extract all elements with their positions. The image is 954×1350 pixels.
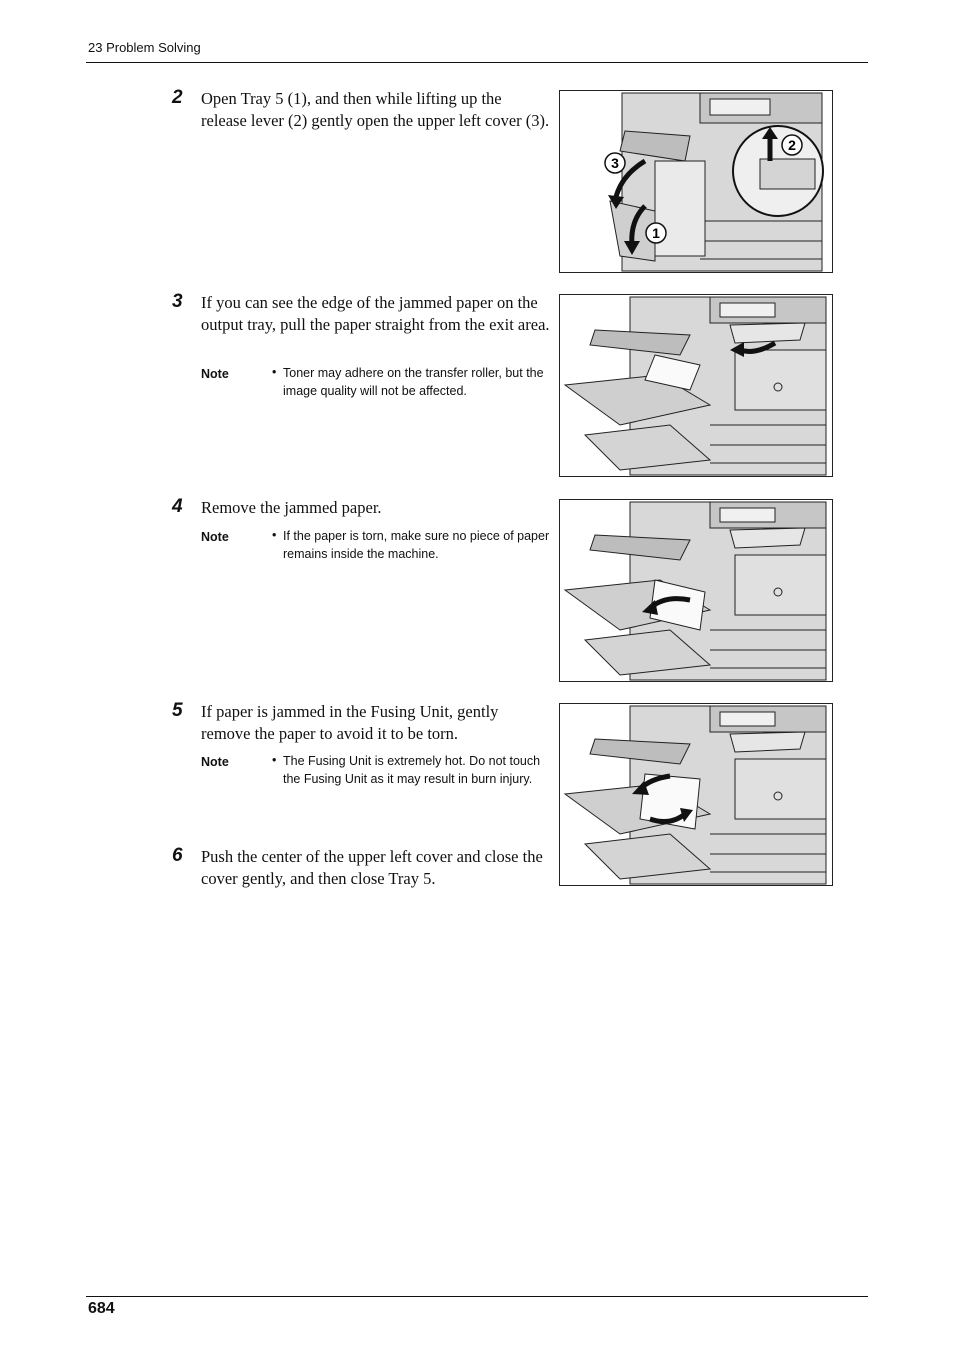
step-5-note-text: The Fusing Unit is extremely hot. Do not touch the Fusing Unit as it may result in burn injury. xyxy=(283,754,541,786)
printer-output-tray-illustration xyxy=(560,295,832,476)
callout-3: 3 xyxy=(611,155,619,171)
step-2-illustration xyxy=(559,90,833,273)
step-3-illustration xyxy=(559,294,833,477)
step-6-number: 6 xyxy=(172,845,183,866)
step-2-text: Open Tray 5 (1), and then while lifting up the release lever (2) gently open the upper left cover (3). xyxy=(201,89,550,130)
section-header: 23 Problem Solving xyxy=(88,40,201,55)
step-4-number: 4 xyxy=(172,496,183,517)
step-6-text: Push the center of the upper left cover and close the cover gently, and then close Tray 5. xyxy=(201,847,543,888)
step-3-number: 3 xyxy=(172,291,183,312)
step-4-text: Remove the jammed paper. xyxy=(201,498,382,517)
page-number: 684 xyxy=(88,1300,115,1317)
step-5-number: 5 xyxy=(172,700,183,721)
printer-open-tray5-illustration xyxy=(560,91,832,272)
step-4-illustration xyxy=(559,499,833,682)
step-2-number: 2 xyxy=(172,87,183,108)
header-rule xyxy=(86,62,868,63)
step-4-note-text: If the paper is torn, make sure no piece of paper remains inside the machine. xyxy=(283,529,550,561)
step-4-note-bullet: • xyxy=(272,528,277,542)
step-3-note-text: Toner may adhere on the transfer roller, but the image quality will not be affected. xyxy=(283,366,544,398)
footer-rule xyxy=(86,1296,868,1297)
callout-2: 2 xyxy=(788,137,796,153)
step-3-text: If you can see the edge of the jammed paper on the output tray, pull the paper straight from the exit area. xyxy=(201,293,550,334)
printer-fusing-unit-illustration xyxy=(560,704,832,885)
step-5-note-bullet: • xyxy=(272,753,277,767)
step-3-note-label: Note xyxy=(201,367,229,381)
step-3-note-bullet: • xyxy=(272,365,277,379)
printer-remove-paper-illustration xyxy=(560,500,832,681)
step-5-text: If paper is jammed in the Fusing Unit, gently remove the paper to avoid it to be torn. xyxy=(201,702,499,743)
step-4-note-label: Note xyxy=(201,530,229,544)
step-5-illustration xyxy=(559,703,833,886)
callout-1: 1 xyxy=(652,225,660,241)
step-5-note-label: Note xyxy=(201,755,229,769)
